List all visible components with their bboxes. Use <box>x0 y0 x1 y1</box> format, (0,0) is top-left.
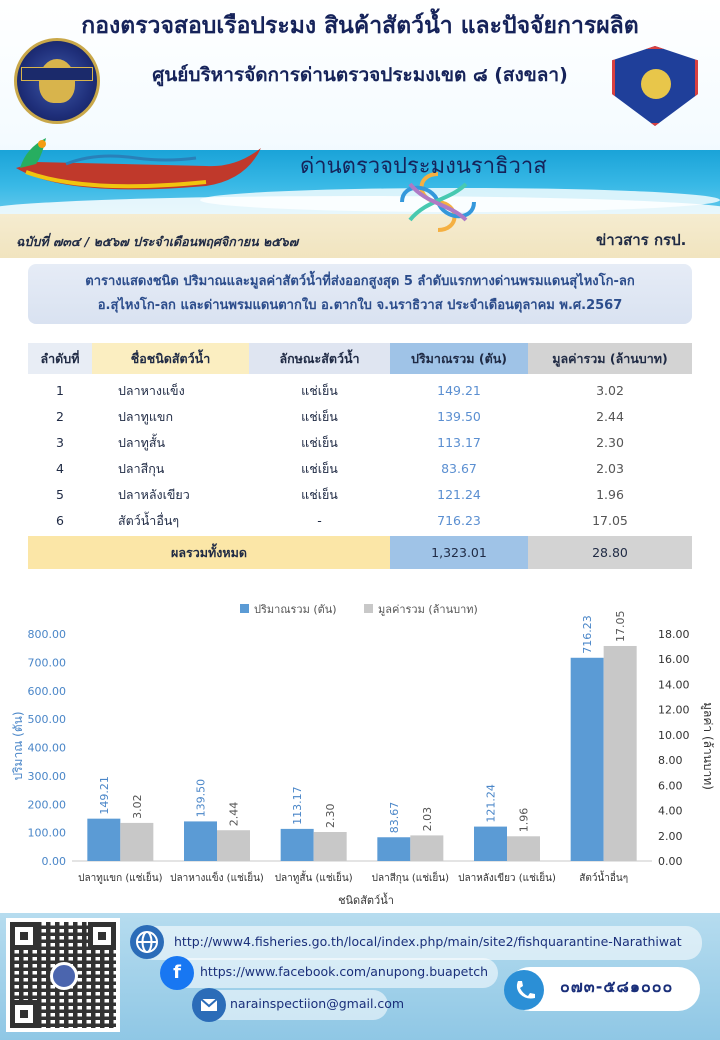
bar-value <box>507 836 540 861</box>
table-caption <box>28 264 692 324</box>
y-left-tick-label: 700.00 <box>27 656 66 670</box>
row-qty: 83.67 <box>441 461 477 476</box>
x-tick-label: สัตว์น้ำอื่นๆ <box>579 873 629 884</box>
y-right-tick-label: 16.00 <box>658 653 690 667</box>
row-value: 17.05 <box>592 513 628 528</box>
data-label-value: 3.02 <box>130 794 144 819</box>
y-left-tick-label: 800.00 <box>27 628 66 641</box>
row-value: 2.30 <box>596 435 624 450</box>
row-qty: 139.50 <box>437 409 481 424</box>
total-label: ผลรวมทั้งหมด <box>28 536 390 569</box>
row-type: แช่เย็น <box>301 487 338 502</box>
row-qty: 716.23 <box>437 513 481 528</box>
phone-icon <box>504 970 544 1010</box>
row-type: แช่เย็น <box>301 461 338 476</box>
y-left-tick-label: 200.00 <box>27 798 66 812</box>
x-tick-label: ปลาสีกุน (แช่เย็น) <box>371 873 450 884</box>
row-name: ปลาทูแขก <box>118 409 174 424</box>
y-left-tick-label: 500.00 <box>27 713 66 727</box>
y-left-tick-label: 0.00 <box>41 855 66 868</box>
center-title: ศูนย์บริหารจัดการด่านตรวจประมงเขต ๘ (สงขลา) <box>152 64 568 86</box>
checkpoint-name: ด่านตรวจประมงนราธิวาส <box>300 154 547 179</box>
total-qty: 1,323.01 <box>390 536 528 569</box>
facebook-link[interactable]: https://www.facebook.com/anupong.buapetch <box>200 964 489 979</box>
bar-qty <box>474 827 507 861</box>
table-row <box>28 508 692 534</box>
data-label-value: 17.05 <box>614 610 628 642</box>
table-row <box>28 482 692 508</box>
y-left-tick-label: 400.00 <box>27 741 66 755</box>
table-header-row <box>28 343 692 374</box>
caption-line-2: อ.สุไหงโก-ลก และด่านพรมแดนตากใบ อ.ตากใบ จ.นราธิวาส ประจำเดือนตุลาคม พ.ศ.2567 <box>97 298 623 313</box>
header-value: มูลค่ารวม (ล้านบาท) <box>528 343 692 374</box>
data-label-qty: 716.23 <box>581 615 595 654</box>
row-name: ปลาหลังเขียว <box>118 487 190 502</box>
y-left-tick-label: 100.00 <box>27 826 66 840</box>
row-name: ปลาทูสั้น <box>118 435 166 450</box>
y-right-tick-label: 14.00 <box>658 678 690 692</box>
y-right-tick-label: 12.00 <box>658 703 690 717</box>
bar-value <box>410 835 443 861</box>
data-label-value: 2.03 <box>420 806 434 832</box>
legend-label-qty: ปริมาณรวม (ตัน) <box>254 603 337 616</box>
data-label-qty: 113.17 <box>291 786 305 825</box>
x-axis-title: ชนิดสัตว์น้ำ <box>338 894 394 907</box>
y-left-tick-label: 300.00 <box>27 769 66 783</box>
y-right-tick-label: 6.00 <box>658 779 683 793</box>
row-qty: 121.24 <box>437 487 481 502</box>
korlae-boat-icon <box>6 128 266 200</box>
y-right-tick-label: 0.00 <box>658 855 683 868</box>
header-banner <box>0 0 720 258</box>
row-type: - <box>317 513 322 528</box>
x-tick-label: ปลาหางแข็ง (แช่เย็น) <box>170 873 264 884</box>
row-name: ปลาหางแข็ง <box>118 383 185 398</box>
legend-swatch-value <box>364 604 373 613</box>
row-no: 4 <box>56 461 64 476</box>
header-type: ลักษณะสัตว์น้ำ <box>249 343 390 374</box>
row-name: ปลาสีกุน <box>118 461 165 476</box>
table-row <box>28 378 692 404</box>
caption-line-1: ตารางแสดงชนิด ปริมาณและมูลค่าสัตว์น้ำที่ส่งออกสูงสุด 5 ลำดับแรกทางด่านพรมแดนสุไหงโก-ลก <box>85 274 635 289</box>
row-qty: 149.21 <box>437 383 481 398</box>
total-value: 28.80 <box>528 536 692 569</box>
y-right-tick-label: 10.00 <box>658 728 690 742</box>
email-link[interactable]: narainspectiion@gmail.com <box>230 996 405 1011</box>
y-right-tick-label: 4.00 <box>658 804 683 818</box>
y-right-axis-title: มูลค่า (ล้านบาท) <box>701 702 715 790</box>
export-bar-chart <box>0 596 720 914</box>
issue-number: ฉบับที่ ๗๓๔ / ๒๕๖๗ ประจำเดือนพฤศจิกายน ๒๕๖๗ <box>16 234 299 249</box>
row-qty: 113.17 <box>437 435 481 450</box>
data-label-value: 2.30 <box>324 803 338 828</box>
header-name: ชื่อชนิดสัตว์น้ำ <box>92 343 249 374</box>
bar-qty <box>377 837 410 861</box>
row-type: แช่เย็น <box>301 409 338 424</box>
row-value: 1.96 <box>596 487 624 502</box>
row-no: 5 <box>56 487 64 502</box>
y-right-tick-label: 8.00 <box>658 754 683 768</box>
email-icon <box>192 988 226 1022</box>
bar-value <box>314 832 347 861</box>
qr-code-icon[interactable] <box>6 918 120 1032</box>
row-value: 2.44 <box>596 409 624 424</box>
y-right-tick-label: 2.00 <box>658 829 683 843</box>
bar-value <box>604 646 637 861</box>
row-no: 2 <box>56 409 64 424</box>
table-row <box>28 404 692 430</box>
export-table <box>28 343 692 569</box>
row-type: แช่เย็น <box>301 383 338 398</box>
table-total-row <box>28 536 692 569</box>
facebook-icon: f <box>160 956 194 990</box>
row-value: 2.03 <box>596 461 624 476</box>
data-label-value: 1.96 <box>517 807 531 833</box>
table-row <box>28 430 692 456</box>
bar-qty <box>87 819 120 861</box>
y-left-tick-label: 600.00 <box>27 684 66 698</box>
row-type: แช่เย็น <box>301 435 338 450</box>
legend-label-value: มูลค่ารวม (ล้านบาท) <box>378 603 478 616</box>
header-no: ลำดับที่ <box>28 343 92 374</box>
header-qty: ปริมาณรวม (ตัน) <box>390 343 528 374</box>
bar-qty <box>571 658 604 861</box>
news-label: ข่าวสาร กรป. <box>596 231 687 249</box>
row-no: 1 <box>56 383 64 398</box>
x-tick-label: ปลาทูแขก (แช่เย็น) <box>78 873 163 884</box>
y-right-tick-label: 18.00 <box>658 628 690 641</box>
bar-qty <box>281 829 314 861</box>
phone-number[interactable]: ๐๗๓-๕๘๑๐๐๐ <box>560 977 674 996</box>
row-no: 3 <box>56 435 64 450</box>
data-label-qty: 139.50 <box>194 778 208 818</box>
bar-value <box>217 830 250 861</box>
agency-title: กองตรวจสอบเรือประมง สินค้าสัตว์น้ำ และปัจจัยการผลิต <box>81 13 639 39</box>
x-tick-label: ปลาทูสั้น (แช่เย็น) <box>274 873 353 884</box>
row-name: สัตว์น้ำอื่นๆ <box>118 513 180 528</box>
website-link[interactable]: http://www4.fisheries.go.th/local/index.php/main/site2/fishquarantine-Narathiwat <box>174 934 682 949</box>
data-label-value: 2.44 <box>227 801 241 827</box>
legend-swatch-qty <box>240 604 249 613</box>
x-tick-label: ปลาหลังเขียว (แช่เย็น) <box>458 873 556 884</box>
table-row <box>28 456 692 482</box>
y-left-axis-title: ปริมาณ (ตัน) <box>11 711 25 781</box>
bar-value <box>120 823 153 861</box>
row-no: 6 <box>56 513 64 528</box>
data-label-qty: 83.67 <box>387 801 401 834</box>
data-label-qty: 149.21 <box>97 776 111 815</box>
bar-qty <box>184 821 217 861</box>
data-label-qty: 121.24 <box>484 784 498 823</box>
row-value: 3.02 <box>596 383 624 398</box>
globe-icon <box>130 925 164 959</box>
